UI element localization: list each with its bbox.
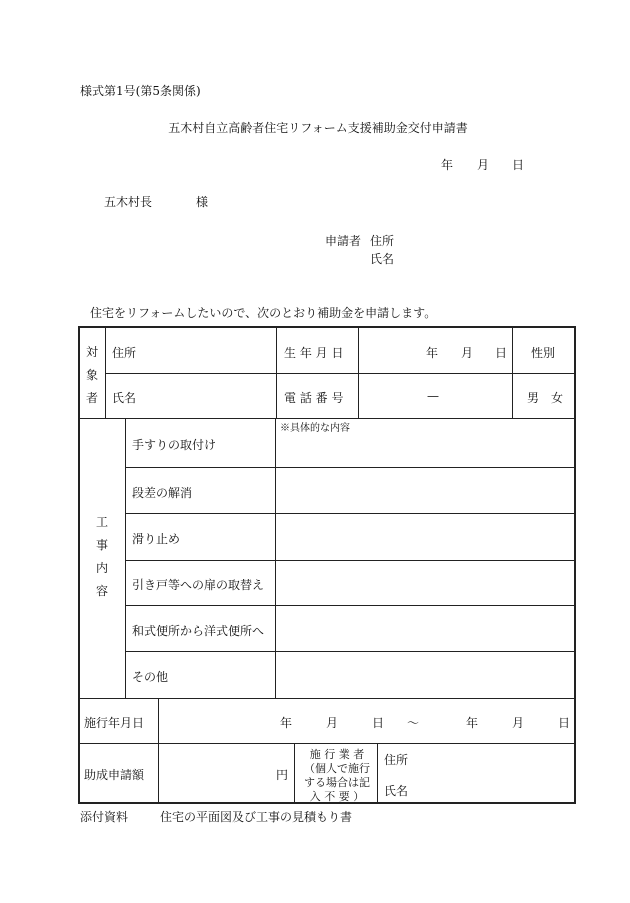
phone-separator: — [427,389,439,403]
date-month: 月 [477,158,490,172]
works-header-char: 容 [95,584,108,598]
period-month: 月 [326,716,339,730]
applicant-address-label: 住所 [370,234,395,248]
applicant-name-label: 氏名 [370,252,395,266]
contractor-line: する場合は記 [304,776,370,789]
subject-header-char: 対 [85,345,98,359]
intro-text: 住宅をリフォームしたいので、次のとおり補助金を申請します。 [90,306,437,320]
attachment-label: 添付資料 [80,810,129,824]
addressee-name: 五木村長 [104,195,153,209]
contractor-line: （個人で施行 [304,762,370,775]
work-item: 手すりの取付け [132,438,217,452]
subject-header-char: 者 [85,391,98,405]
applicant-label: 申請者 [325,234,362,248]
works-header-char: 事 [95,538,108,552]
date-day: 日 [512,158,525,172]
gender-options: 男 女 [527,391,564,405]
birthdate-label: 生 年 月 日 [284,346,344,360]
form-number: 様式第1号(第5条関係) [80,84,201,98]
birthdate-day: 日 [495,346,508,360]
birthdate-month: 月 [461,346,474,360]
period-year-end: 年 [466,716,479,730]
work-item: 滑り止め [132,532,181,546]
works-header-char: 内 [95,561,108,575]
contractor-address-label: 住所 [384,753,409,767]
period-month-end: 月 [512,716,525,730]
contractor-name-label: 氏名 [384,784,409,798]
grant-yen: 円 [276,768,289,782]
subject-header-char: 象 [85,368,98,382]
period-day-end: 日 [558,716,571,730]
work-item: その他 [132,670,169,684]
grant-label: 助成申請額 [84,768,145,782]
work-item: 和式便所から洋式便所へ [132,624,265,638]
gender-label: 性別 [531,346,556,360]
date-year: 年 [441,158,454,172]
phone-label: 電 話 番 号 [284,391,344,405]
work-item: 引き戸等への扉の取替え [132,578,265,592]
detail-note: ※具体的な内容 [280,423,350,434]
works-header-char: 工 [95,515,108,529]
work-item: 段差の解消 [132,486,193,500]
birthdate-year: 年 [426,346,439,360]
contractor-line: 施 行 業 者 [309,748,365,761]
subject-name-label: 氏名 [112,391,137,405]
subject-address-label: 住所 [112,346,137,360]
addressee-honorific: 様 [196,195,209,209]
period-day: 日 [372,716,385,730]
attachment-value: 住宅の平面図及び工事の見積もり書 [160,810,353,824]
contractor-line: 入 不 要 ） [309,790,365,803]
period-label: 施行年月日 [84,716,145,730]
period-year: 年 [280,716,293,730]
page-title: 五木村自立高齢者住宅リフォーム支援補助金交付申請書 [168,121,468,135]
period-tilde: 〜 [407,716,420,730]
